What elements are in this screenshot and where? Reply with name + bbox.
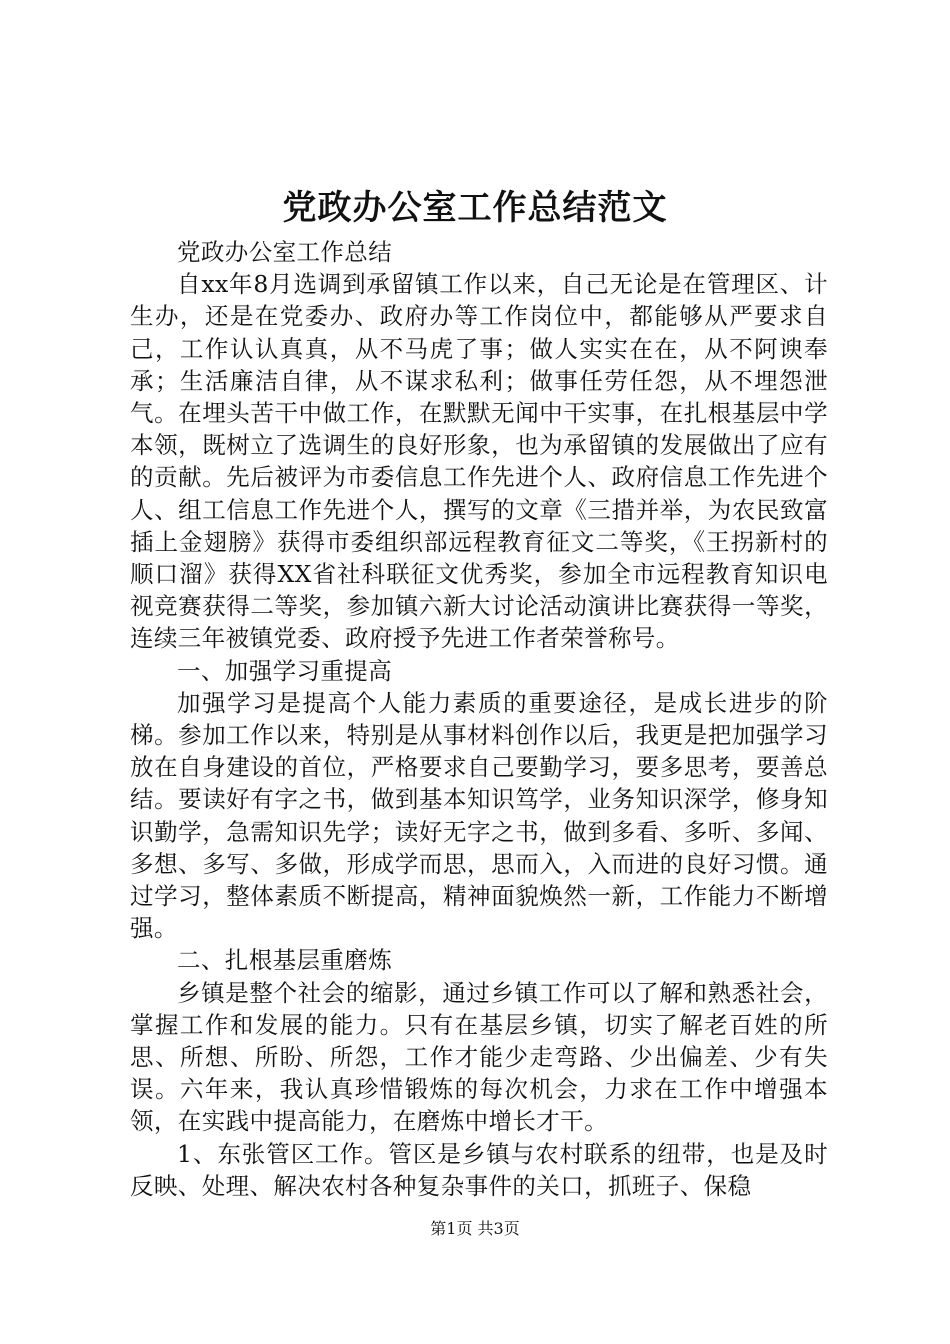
document-body <box>130 236 828 1202</box>
paragraph-subtitle: 党政办公室工作总结 <box>177 238 393 266</box>
section-heading-2: 二、扎根基层重磨炼 <box>177 946 393 975</box>
section-heading-1: 一、加强学习重提高 <box>177 656 393 685</box>
paragraph-section-1: 加强学习是提高个人能力素质的重要途径，是成长进步的阶梯。参加工作以来，特别是从事材料创作以后，我更是把加强学习放在自身建设的首位，严格要求自己要勤学习，要多思考，要善总结。要读好有字之书，做到基本知识笃学，业务知识深学，修身知识勤学，急需知识先学；读好无字之书，做到多看、多听、多闻、多想、多写、多做，形成学而思，思而入，入而进的良好习惯。通过学习，整体素质不断提高，精神面貌焕然一新，工作能力不断增强。 <box>130 688 828 943</box>
paragraph-intro: 自xx年8月选调到承留镇工作以来，自己无论是在管理区、计生办，还是在党委办、政府办等工作岗位中，都能够从严要求自己，工作认认真真，从不马虎了事；做人实实在在，从不阿谀奉承；生活廉洁自律，从不谋求私利；做事任劳任怨，从不埋怨泄气。在埋头苦干中做工作，在默默无闻中干实事，在扎根基层中学本领，既树立了选调生的良好形象，也为承留镇的发展做出了应有的贡献。先后被评为市委信息工作先进个人、政府信息工作先进个人、组工信息工作先进个人，撰写的文章《三措并举，为农民致富插上金翅膀》获得市委组织部远程教育征文二等奖，《王拐新村的顺口溜》获得XX省社科联征文优秀奖，参加全市远程教育知识电视竞赛获得二等奖，参加镇六新大讨论活动演讲比赛获得一等奖，连续三年被镇党委、政府授予先进工作者荣誉称号。 <box>130 270 828 653</box>
paragraph-section-2: 乡镇是整个社会的缩影，通过乡镇工作可以了解和熟悉社会，掌握工作和发展的能力。只有在基层乡镇，切实了解老百姓的所思、所想、所盼、所怨，工作才能少走弯路、少出偏差、少有失误。六年来，我认真珍惜锻炼的每次机会，力求在工作中增强本领，在实践中提高能力，在磨炼中增长才干。 <box>130 978 828 1136</box>
document-title: 党政办公室工作总结范文 <box>282 188 668 228</box>
page-number-footer: 第1页 共3页 <box>430 1219 520 1238</box>
paragraph-item-1: 1、东张管区工作。管区是乡镇与农村联系的纽带，也是及时反映、处理、解决农村各种复杂事件的关口，抓班子、保稳 <box>130 1139 828 1200</box>
